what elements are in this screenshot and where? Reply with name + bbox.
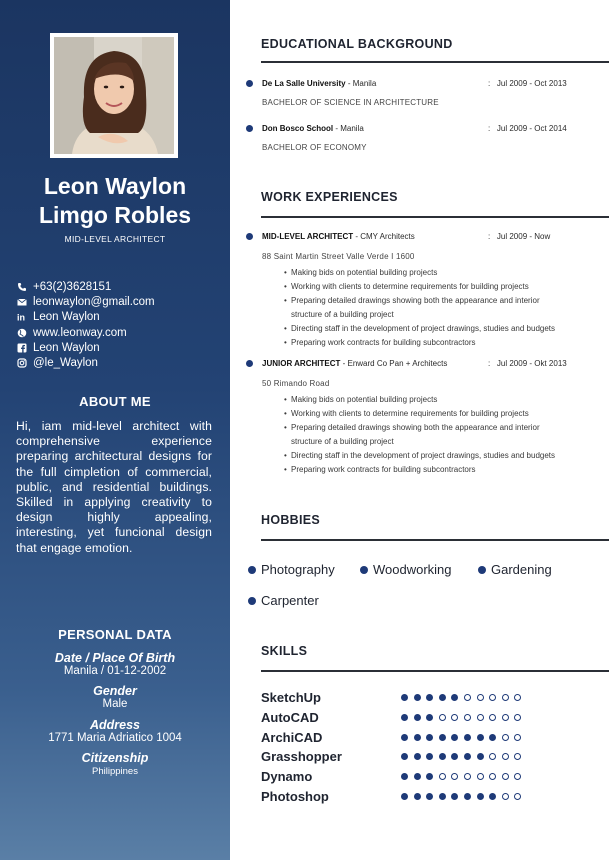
skill-dot-filled (401, 714, 408, 721)
hobby-label: Carpenter (261, 593, 319, 608)
profile-photo-frame (50, 33, 178, 158)
contact-phone-value: +63(2)3628151 (33, 280, 112, 293)
work-bullet-1 (246, 233, 253, 240)
skill-dot-filled (439, 753, 446, 760)
work-duty-1-4: structure of a building project (291, 309, 394, 319)
skill-dot-empty (514, 753, 521, 760)
hobby-dot (360, 566, 368, 574)
work-duties-1 (284, 266, 604, 349)
work-address-1: 88 Saint Martin Street Valle Verde I 1600 (262, 252, 415, 261)
phone-icon (17, 282, 27, 292)
skill-dot-empty (451, 714, 458, 721)
about-me-text: Hi, iam mid-level architect with comprehensive experience preparing architectural designs for the full cimpletion of commercial, public, and residential buildings. Skilled in applying creativity to design highly appealing, interesting, yet funcional design that engage emotion. (16, 419, 212, 555)
skill-dot-filled (477, 793, 484, 800)
hobbies-divider (261, 539, 609, 541)
education-place-1: - Manila (345, 79, 377, 88)
work-position-1: MID-LEVEL ARCHITECT (262, 232, 354, 241)
skill-dot-empty (439, 714, 446, 721)
skill-dot-empty (502, 793, 509, 800)
work-position-2: JUNIOR ARCHITECT (262, 359, 341, 368)
contact-instagram[interactable] (17, 355, 155, 370)
skill-dot-empty (502, 734, 509, 741)
skill-name: ArchiCAD (261, 729, 323, 745)
contact-website[interactable] (17, 325, 155, 340)
skill-dot-filled (426, 694, 433, 701)
skill-level-meter (401, 714, 527, 721)
mail-icon (17, 297, 27, 307)
hobby-label: Gardening (491, 562, 552, 577)
skill-dot-filled (426, 753, 433, 760)
education-bullet-2 (246, 125, 253, 132)
hobby-dot (478, 566, 486, 574)
work-duty-2-1: • Making bids on potential building projects (284, 393, 604, 407)
work-duty-1-3: • Preparing detailed drawings showing both the appearance and interior (284, 294, 604, 308)
personal-address (0, 719, 230, 745)
education-entry-2 (262, 124, 364, 133)
skill-dot-filled (451, 753, 458, 760)
sidebar (0, 0, 230, 860)
svg-text:in: in (17, 312, 25, 323)
work-entry-1 (262, 232, 415, 241)
instagram-icon (17, 358, 27, 368)
skill-dot-filled (464, 793, 471, 800)
contact-email[interactable] (17, 294, 155, 309)
hobby-woodworking (360, 562, 452, 577)
personal-data-heading: PERSONAL DATA (58, 627, 172, 642)
education-bullet-1 (246, 80, 253, 87)
skill-dot-filled (414, 694, 421, 701)
skill-name: Dynamo (261, 769, 313, 785)
contact-linkedin[interactable] (17, 310, 155, 325)
skill-dot-empty (502, 773, 509, 780)
skill-dot-filled (414, 734, 421, 741)
work-date-2: : Jul 2009 - Okt 2013 (488, 359, 567, 368)
skill-dot-filled (426, 773, 433, 780)
address-label: Address (89, 718, 141, 732)
contact-phone[interactable] (17, 279, 155, 294)
gender-value: Male (102, 698, 128, 710)
skill-dot-filled (426, 734, 433, 741)
hobby-carpenter (248, 593, 319, 608)
job-title: MID-LEVEL ARCHITECT (64, 234, 166, 244)
skill-level-meter (401, 734, 527, 741)
about-me-heading: ABOUT ME (79, 394, 151, 409)
skill-dot-empty (489, 714, 496, 721)
skill-level-meter (401, 793, 527, 800)
work-heading: WORK EXPERIENCES (261, 190, 398, 204)
work-duty-1-2: • Working with clients to determine requirements for building projects (284, 280, 604, 294)
skill-dot-empty (464, 694, 471, 701)
work-company-2: - Enward Co Pan + Architects (340, 359, 448, 368)
skill-dot-empty (514, 734, 521, 741)
work-divider (261, 216, 609, 218)
skill-dot-empty (451, 773, 458, 780)
skill-level-meter (401, 753, 527, 760)
hobby-dot (248, 566, 256, 574)
personal-citizenship (0, 752, 230, 778)
skill-dot-empty (514, 773, 521, 780)
skills-divider (261, 670, 609, 672)
linkedin-icon (17, 312, 27, 322)
contact-facebook-value: Leon Waylon (33, 341, 100, 354)
education-divider (261, 61, 609, 63)
skill-dot-filled (414, 714, 421, 721)
hobby-dot (248, 597, 256, 605)
skill-dot-empty (464, 773, 471, 780)
work-duty-2-6: • Preparing work contracts for building subcontractors (284, 463, 604, 477)
skill-dot-filled (477, 753, 484, 760)
skill-name: Grasshopper (261, 749, 342, 765)
skill-dot-filled (426, 793, 433, 800)
skill-dot-filled (401, 753, 408, 760)
work-duties-2 (284, 393, 604, 476)
gender-label: Gender (93, 684, 137, 698)
work-duty-2-3: • Preparing detailed drawings showing both the appearance and interior (284, 421, 604, 435)
facebook-icon (17, 343, 27, 353)
work-duty-1-5: • Directing staff in the development of project drawings, studies and budgets (284, 322, 604, 336)
skill-dot-filled (489, 734, 496, 741)
skill-dot-filled (401, 694, 408, 701)
work-date-1-value: Jul 2009 - Now (496, 232, 551, 241)
skill-dot-filled (401, 793, 408, 800)
work-company-1: - CMY Architects (353, 232, 415, 241)
education-date-1: : Jul 2009 - Oct 2013 (488, 79, 567, 88)
profile-photo (54, 37, 174, 154)
skill-dot-empty (489, 753, 496, 760)
skill-dot-filled (401, 773, 408, 780)
skill-level-meter (401, 694, 527, 701)
skill-name: Photoshop (261, 789, 329, 804)
main-content (230, 0, 609, 860)
contact-facebook[interactable] (17, 340, 155, 355)
contact-linkedin-value: Leon Waylon (33, 311, 100, 324)
skill-dot-filled (414, 753, 421, 760)
skill-dot-empty (477, 694, 484, 701)
work-duty-1-1: • Making bids on potential building projects (284, 266, 604, 280)
skill-dot-empty (439, 773, 446, 780)
skill-dot-filled (439, 694, 446, 701)
citizenship-label: Citizenship (81, 751, 149, 765)
contact-email-value: leonwaylon@gmail.com (33, 295, 155, 308)
skill-dot-empty (502, 714, 509, 721)
education-date-1-value: Jul 2009 - Oct 2013 (496, 79, 567, 88)
skill-dot-filled (451, 694, 458, 701)
name-line-1: Leon Waylon (43, 173, 187, 199)
work-duty-1-6: • Preparing work contracts for building subcontractors (284, 336, 604, 350)
education-entry-1 (262, 79, 376, 88)
skill-dot-filled (451, 793, 458, 800)
skill-dot-filled (464, 753, 471, 760)
birth-value: Manila / 01-12-2002 (63, 665, 167, 677)
skills-heading: SKILLS (261, 644, 308, 658)
address-value: 1771 Maria Adriatico 1004 (48, 732, 182, 744)
work-date-2-value: Jul 2009 - Okt 2013 (496, 359, 567, 368)
work-duty-2-5: • Directing staff in the development of project drawings, studies and budgets (284, 449, 604, 463)
hobby-photography (248, 562, 335, 577)
work-date-1: : Jul 2009 - Now (488, 232, 551, 241)
skill-dot-empty (514, 714, 521, 721)
education-degree-1: BACHELOR OF SCIENCE IN ARCHITECTURE (262, 98, 439, 107)
work-address-2: 50 Rimando Road (262, 379, 330, 388)
skill-dot-empty (502, 753, 509, 760)
work-duty-2-4: structure of a building project (291, 436, 394, 446)
skill-dot-filled (464, 734, 471, 741)
skill-dot-filled (439, 734, 446, 741)
birth-label: Date / Place Of Birth (54, 651, 176, 665)
skill-dot-filled (451, 734, 458, 741)
skill-dot-filled (426, 714, 433, 721)
skill-name: SketchUp (261, 690, 321, 705)
contact-website-value: www.leonway.com (33, 326, 127, 339)
skill-name: AutoCAD (261, 709, 319, 725)
education-school-2: Don Bosco School (262, 124, 334, 133)
skill-dot-empty (477, 773, 484, 780)
education-heading: EDUCATIONAL BACKGROUND (261, 37, 453, 51)
personal-birth (0, 652, 230, 678)
name-line-2: Limgo Robles (38, 202, 192, 228)
work-bullet-2 (246, 360, 253, 367)
skill-dot-empty (489, 773, 496, 780)
skill-dot-empty (477, 714, 484, 721)
skill-level-meter (401, 773, 527, 780)
skill-dot-filled (414, 793, 421, 800)
contact-list (17, 279, 155, 371)
hobby-label: Photography (261, 562, 335, 577)
skill-dot-empty (514, 694, 521, 701)
skill-dot-empty (489, 694, 496, 701)
skill-dot-empty (514, 793, 521, 800)
citizenship-value: Philippines (92, 766, 138, 777)
personal-gender (0, 685, 230, 711)
hobby-gardening (478, 562, 552, 577)
skill-dot-empty (502, 694, 509, 701)
work-entry-2 (262, 359, 447, 368)
education-degree-2: BACHELOR OF ECONOMY (262, 143, 367, 152)
skill-dot-empty (464, 714, 471, 721)
portrait-image (54, 37, 174, 154)
contact-instagram-value: @le_Waylon (33, 357, 98, 370)
skill-dot-filled (439, 793, 446, 800)
work-duty-2-2: • Working with clients to determine requirements for building projects (284, 407, 604, 421)
hobbies-heading: HOBBIES (261, 513, 321, 527)
education-date-2: : Jul 2009 - Oct 2014 (488, 124, 567, 133)
full-name (0, 172, 230, 230)
education-place-2: - Manila (333, 124, 364, 133)
skill-dot-filled (477, 734, 484, 741)
skill-dot-filled (414, 773, 421, 780)
skill-dot-filled (401, 734, 408, 741)
globe-icon (17, 328, 27, 338)
education-school-1: De La Salle University (262, 79, 346, 88)
skill-dot-filled (489, 793, 496, 800)
hobby-label: Woodworking (373, 562, 452, 577)
education-date-2-value: Jul 2009 - Oct 2014 (496, 124, 567, 133)
